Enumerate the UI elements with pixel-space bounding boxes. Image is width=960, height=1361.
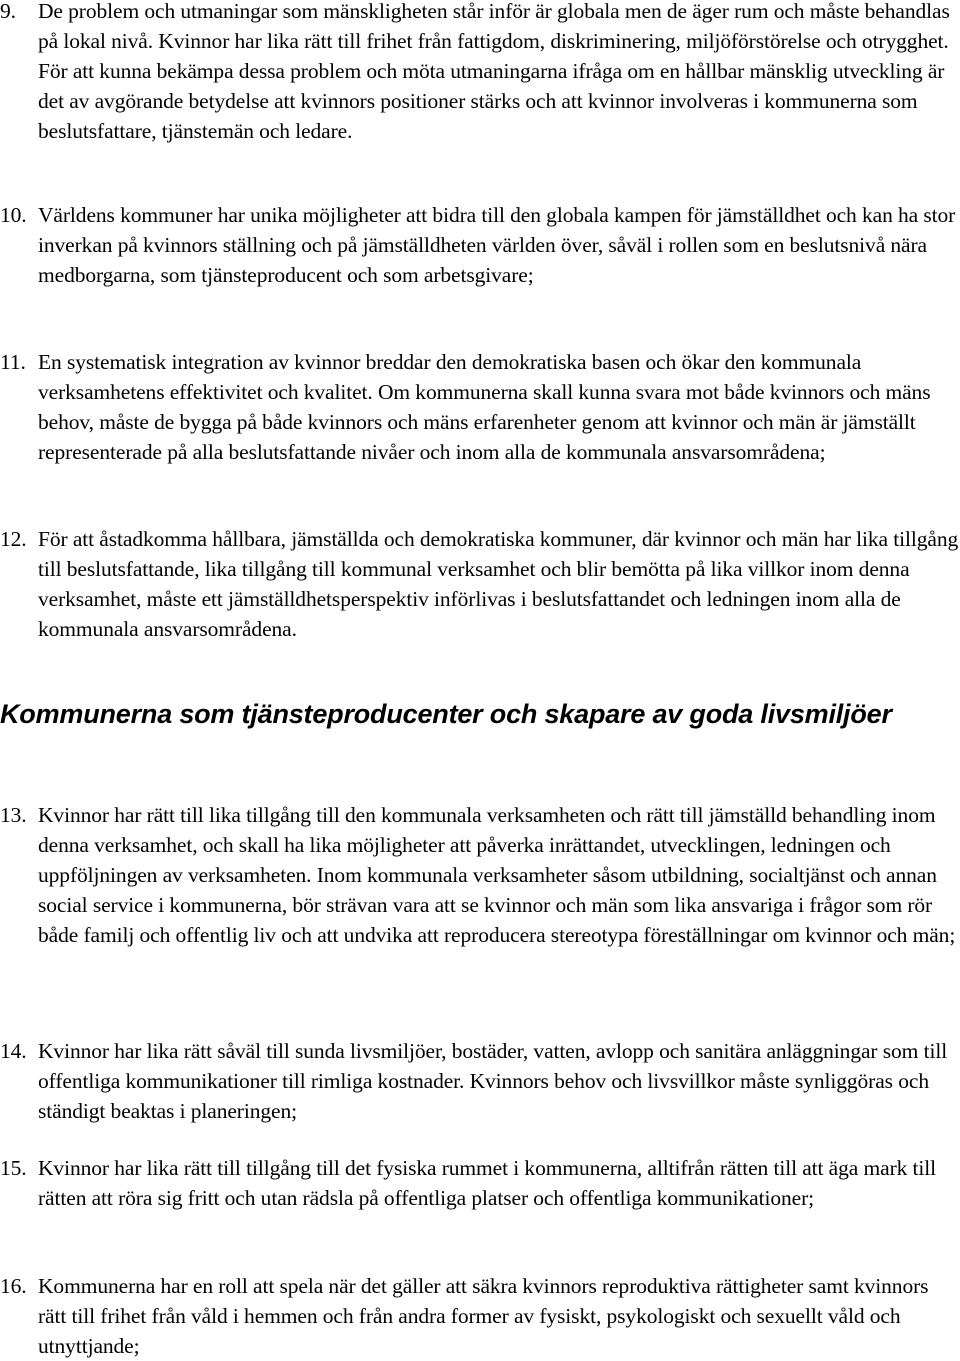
paragraph-number: 15. [0, 1156, 27, 1180]
section-heading: Kommunerna som tjänsteproducenter och skapare av goda livsmiljöer [0, 699, 892, 729]
paragraph-number: 16. [0, 1274, 27, 1298]
paragraph-text: Kvinnor har lika rätt såväl till sunda livsmiljöer, bostäder, vatten, avlopp och sanitära anläggningar som till offentliga kommunikationer till rimliga kostnader. Kvinnors behov och livsvillkor måste synliggöras och ständigt beaktas i planeringen; [38, 1039, 948, 1123]
paragraph-number: 12. [0, 527, 27, 551]
paragraph-text: En systematisk integration av kvinnor breddar den demokratiska basen och ökar den kommunala verksamhetens effektivitet och kvalitet. Om kommunerna skall kunna svara mot både kvinnors och mäns behov, måste de bygga på både kvinnors och mäns erfarenheter genom att kvinnor och män är jämställt representerade på alla beslutsfattande nivåer och inom alla de kommunala ansvarsområdena; [38, 350, 931, 464]
paragraph-text: Kvinnor har lika rätt till tillgång till det fysiska rummet i kommunerna, alltifrån rätten till att äga mark till rätten att röra sig fritt och utan rädsla på offentliga platser och offentliga kommunikationer; [38, 1156, 937, 1210]
paragraph-16 [0, 1271, 960, 1361]
paragraph-12 [0, 524, 960, 644]
paragraph-13 [0, 800, 960, 950]
paragraph-15 [0, 1153, 960, 1213]
paragraph-number: 10. [0, 203, 27, 227]
paragraph-10 [0, 200, 960, 290]
paragraph-number: 9. [0, 0, 16, 23]
paragraph-11 [0, 347, 960, 467]
paragraph-number: 11. [0, 350, 26, 374]
paragraph-number: 14. [0, 1039, 27, 1063]
paragraph-text: Kvinnor har rätt till lika tillgång till den kommunala verksamheten och rätt till jämställd behandling inom denna verksamhet, och skall ha lika möjligheter att påverka inrättandet, utvecklingen, ledningen och uppföljningen av verksamheten. Inom kommunala verksamheter såsom utbildning, socialtjänst och annan social service i kommunerna, bör strävan vara att se kvinnor och män som lika ansvariga i frågor som rör både familj och offentlig liv och att undvika att reproducera stereotypa föreställningar om kvinnor och män; [38, 803, 956, 947]
paragraph-text: Kommunerna har en roll att spela när det gäller att säkra kvinnors reproduktiva rättigheter samt kvinnors rätt till frihet från våld i hemmen och från andra former av fysiskt, psykologiskt och sexuellt våld och utnyttjande; [38, 1274, 929, 1358]
paragraph-9 [0, 0, 960, 146]
paragraph-text: De problem och utmaningar som mänskligheten står inför är globala men de äger rum och måste behandlas på lokal nivå. Kvinnor har lika rätt till frihet från fattigdom, diskriminering, miljöförstörelse och otrygghet. För att kunna bekämpa dessa problem och möta utmaningarna ifråga om en hållbar mänsklig utveckling är det av avgörande betydelse att kvinnors positioner stärks och att kvinnor involveras i kommunerna som beslutsfattare, tjänstemän och ledare. [38, 0, 950, 143]
paragraph-number: 13. [0, 803, 27, 827]
paragraph-text: För att åstadkomma hållbara, jämställda och demokratiska kommuner, där kvinnor och män har lika tillgång till beslutsfattande, lika tillgång till kommunal verksamhet och blir bemötta på lika villkor inom denna verksamhet, måste ett jämställdhetsperspektiv införlivas i beslutsfattandet och ledningen inom alla de kommunala ansvarsområdena. [38, 527, 959, 641]
paragraph-14 [0, 1036, 960, 1126]
paragraph-text: Världens kommuner har unika möjligheter att bidra till den globala kampen för jämställdhet och kan ha stor inverkan på kvinnors ställning och på jämställdheten världen över, såväl i rollen som en beslutsnivå nära medborgarna, som tjänsteproducent och som arbetsgivare; [38, 203, 956, 287]
